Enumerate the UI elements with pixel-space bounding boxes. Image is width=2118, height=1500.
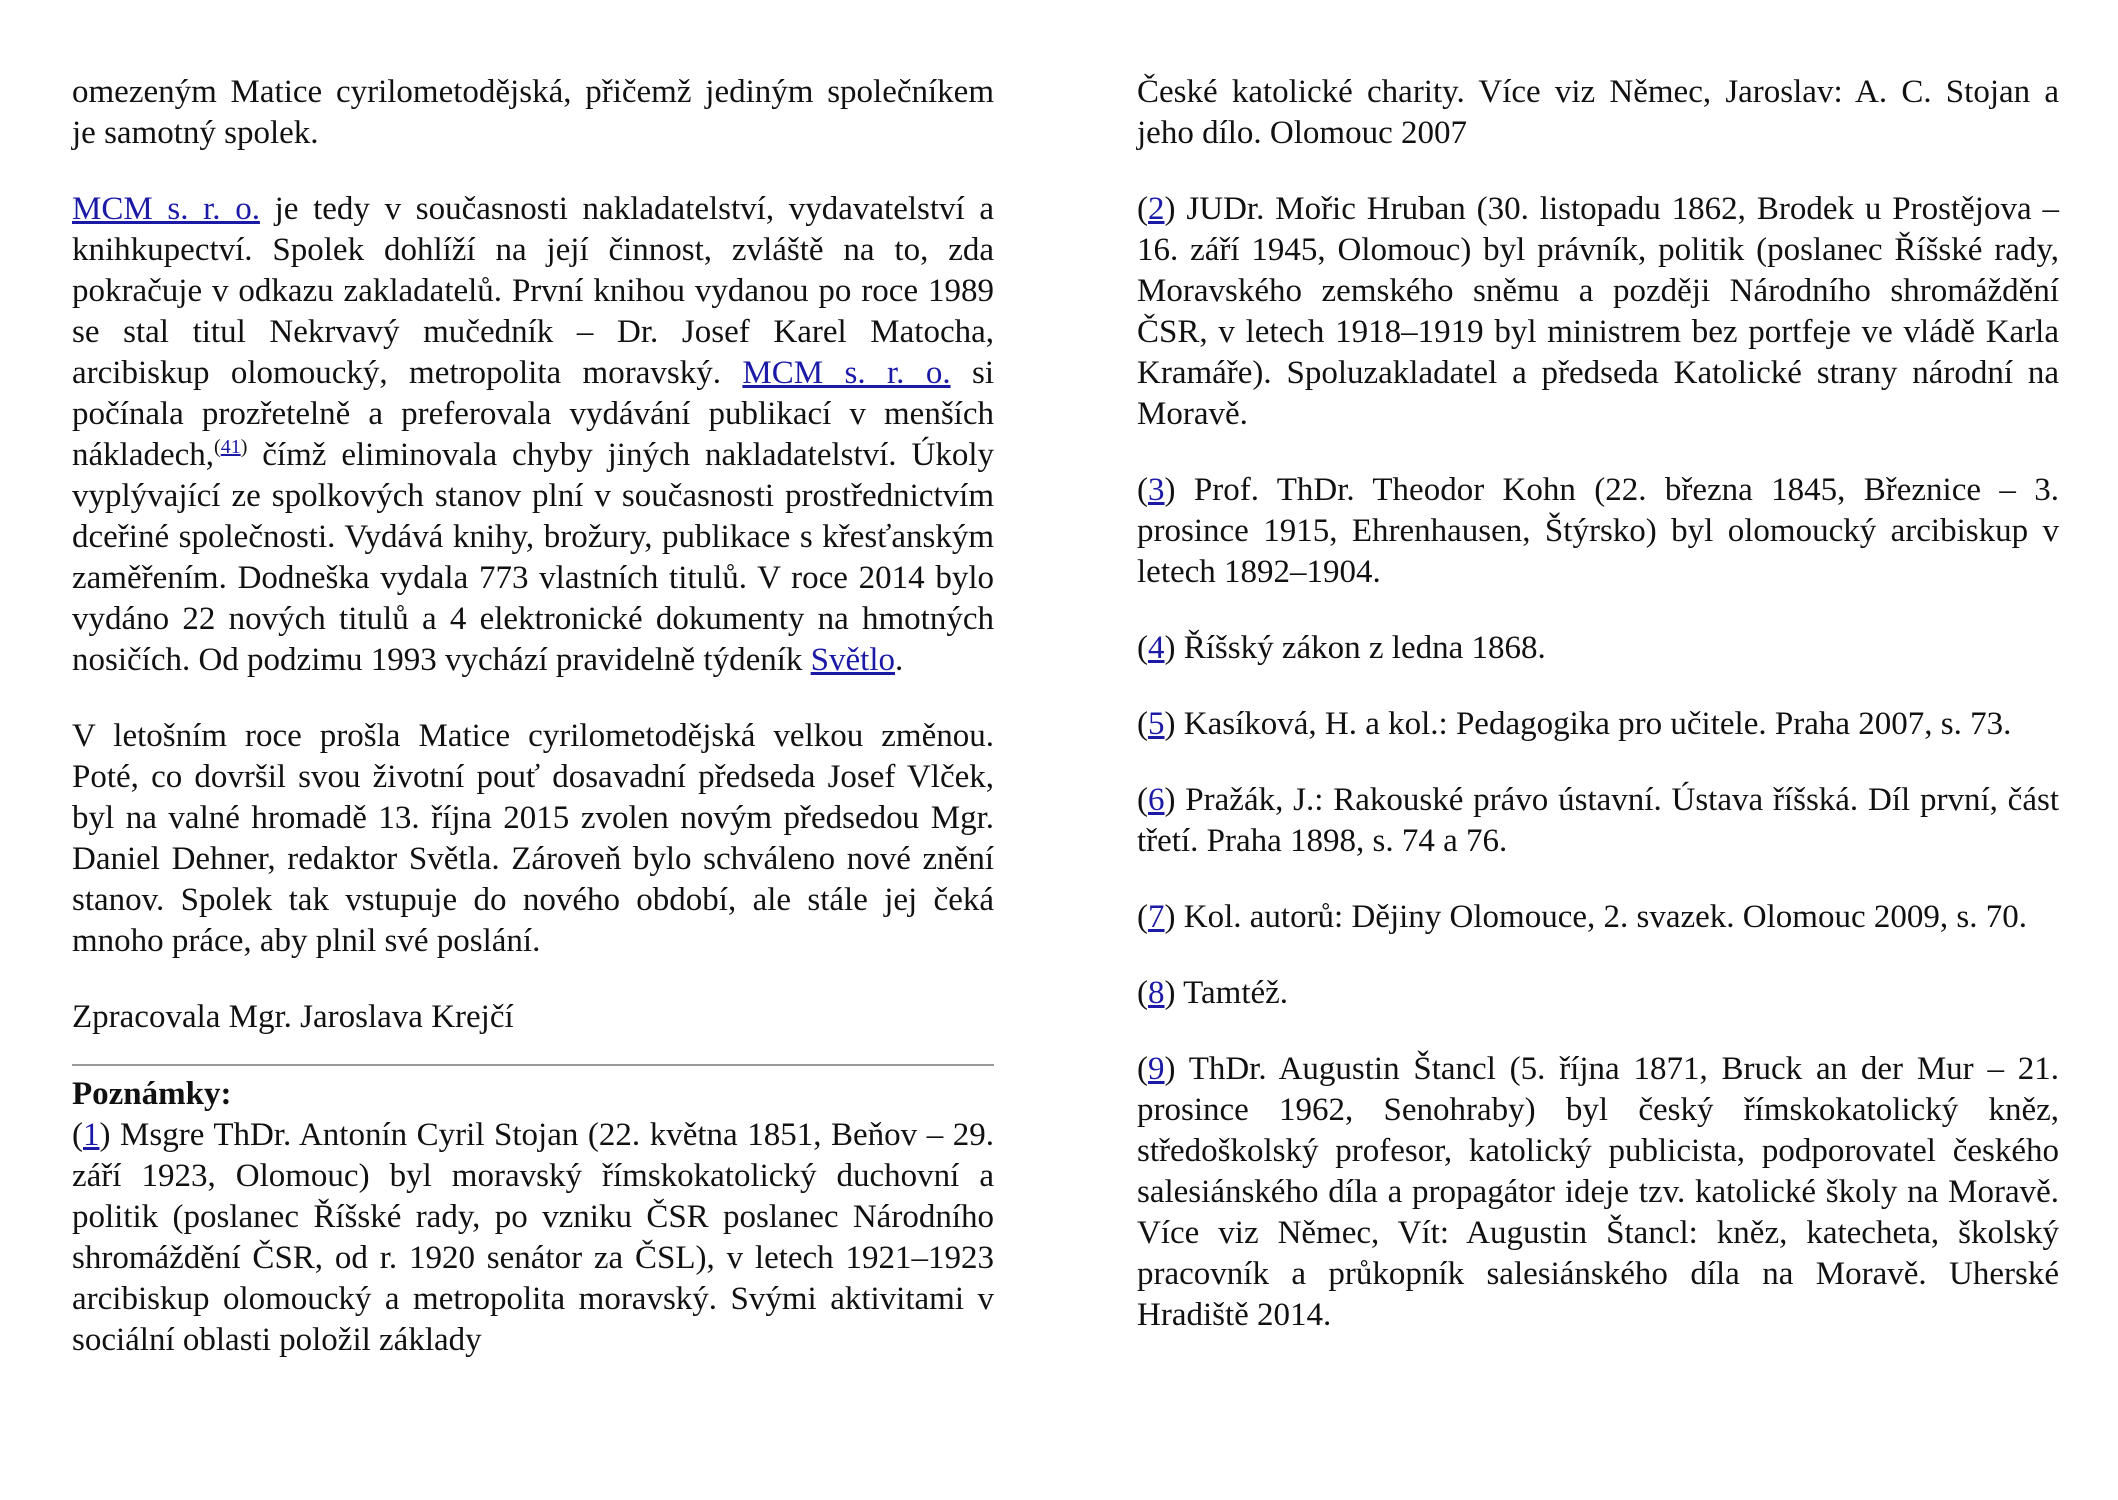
paragraph-mcm-publishing (72, 189, 994, 681)
paragraph-change-of-chairman: V letošním roce prošla Matice cyrilometodějská velkou změnou. Poté, co dovršil svou životní pouť dosavadní předseda Josef Vlček, byl na valné hromadě 13. října 2015 zvolen novým předsedou Mgr. Daniel Dehner, redaktor Světla. Zároveň bylo schváleno nové znění stanov. Spolek tak vstupuje do nového období, ale stále jej čeká mnoho práce, aby plnil své poslání. (72, 718, 994, 959)
footnote-text: Kasíková, H. a kol.: Pedagogika pro učitele. Praha 2007, s. 73. (1175, 706, 2012, 742)
footnote-ref-close: ) (240, 436, 248, 458)
footnote-4-link[interactable]: 4 (1148, 630, 1165, 666)
footnote-1-link[interactable]: 1 (83, 1117, 100, 1153)
footnote-9 (1137, 1049, 2059, 1336)
footnote-6-link[interactable]: 6 (1148, 782, 1165, 818)
footnote-reference (214, 436, 247, 458)
mcm-link[interactable]: MCM s. r. o. (72, 191, 260, 227)
footnote-close-paren: ) (1164, 630, 1176, 666)
footnote-text: Pražák, J.: Rakouské právo ústavní. Ústava říšská. Díl první, část třetí. Praha 1898, s. 74 a 76. (1137, 782, 2059, 859)
footnote-6 (1137, 780, 2059, 862)
footnote-text: Prof. ThDr. Theodor Kohn (22. března 1845, Březnice – 3. prosince 1915, Ehrenhausen, Štýrsko) byl olomoucký arcibiskup v letech 1892–1904. (1137, 472, 2059, 590)
footnote-text: JUDr. Mořic Hruban (30. listopadu 1862, Brodek u Prostějova – 16. září 1945, Olomouc) byl právník, politik (poslanec Říšské rady, Moravského zemského sněmu a později Národního shromáždění ČSR, v letech 1918–1919 byl ministrem bez portfeje ve vládě Karla Kramáře). Spoluzakladatel a předseda Katolické strany národní na Moravě. (1137, 191, 2059, 432)
footnote-41-link[interactable]: 41 (220, 436, 241, 458)
footnote-close-paren: ) (1164, 191, 1176, 227)
footnote-text: Kol. autorů: Dějiny Olomouce, 2. svazek. Olomouc 2009, s. 70. (1175, 899, 2027, 935)
footnote-1-continuation: České katolické charity. Více viz Němec, Jaroslav: A. C. Stojan a jeho dílo. Olomouc 2007 (1137, 74, 2059, 151)
footnote-text: ThDr. Augustin Štancl (5. října 1871, Bruck an der Mur – 21. prosince 1962, Senohraby) byl český římskokatolický kněz, středoškolský profesor, katolický publicista, podporovatel českého salesiánského díla a propagátor ideje tzv. katolické školy na Moravě. Více viz Němec, Vít: Augustin Štancl: kněz, katecheta, školský pracovník a průkopník salesiánského díla na Moravě. Uherské Hradiště 2014. (1137, 1051, 2059, 1333)
footnote-7-link[interactable]: 7 (1148, 899, 1165, 935)
footnote-ref-open: ( (214, 436, 221, 458)
left-column (72, 72, 994, 1361)
footnote-open-paren: ( (1137, 975, 1148, 1011)
footnote-text: Msgre ThDr. Antonín Cyril Stojan (22. května 1851, Beňov – 29. září 1923, Olomouc) byl moravský římskokatolický duchovní a politik (poslanec Říšské rady, po vzniku ČSR poslanec Národního shromáždění ČSR, od r. 1920 senátor za ČSL), v letech 1921–1923 arcibiskup olomoucký a metropolita moravský. Svými aktivitami v sociální oblasti položil základy (72, 1117, 994, 1358)
footnote-close-paren: ) (1164, 975, 1176, 1011)
footnote-open-paren: ( (1137, 1051, 1148, 1087)
footnote-4 (1137, 628, 2059, 669)
footnote-5-link[interactable]: 5 (1148, 706, 1165, 742)
footnote-8 (1137, 973, 2059, 1014)
paragraph-company-intro: omezeným Matice cyrilometodějská, přičemž jediným společníkem je samotný spolek. (72, 74, 994, 151)
paragraph-text: . (895, 642, 904, 678)
footnote-8-link[interactable]: 8 (1148, 975, 1165, 1011)
footnote-close-paren: ) (1164, 1051, 1176, 1087)
footnote-open-paren: ( (1137, 472, 1148, 508)
footnote-text: Tamtéž. (1175, 975, 1289, 1011)
footnote-open-paren: ( (1137, 191, 1148, 227)
footnote-1 (72, 1115, 994, 1361)
notes-heading: Poznámky: (72, 1076, 232, 1112)
footnote-open-paren: ( (72, 1117, 83, 1153)
footnote-close-paren: ) (99, 1117, 111, 1153)
footnote-open-paren: ( (1137, 782, 1148, 818)
footnote-close-paren: ) (1164, 472, 1176, 508)
footnote-open-paren: ( (1137, 706, 1148, 742)
notes-divider (72, 1064, 994, 1066)
footnote-9-link[interactable]: 9 (1148, 1051, 1165, 1087)
footnote-7 (1137, 897, 2059, 938)
paragraph-text: čímž eliminovala chyby jiných nakladatelství. Úkoly vyplývající ze spolkových stanov plní v současnosti prostřednictvím dceřiné společnosti. Vydává knihy, brožury, publikace s křesťanským zaměřením. Dodneška vydala 773 vlastních titulů. V roce 2014 bylo vydáno 22 nových titulů a 4 elektronické dokumenty na hmotných nosičích. Od podzimu 1993 vychází pravidelně týdeník (72, 437, 994, 678)
mcm-link[interactable]: MCM s. r. o. (742, 355, 951, 391)
footnote-3-link[interactable]: 3 (1148, 472, 1165, 508)
author-credit: Zpracovala Mgr. Jaroslava Krejčí (72, 999, 514, 1035)
paragraph-text: je tedy v současnosti nakladatelství, vydavatelství a knihkupectví. Spolek dohlíží na její činnost, zvláště na to, zda pokračuje v odkazu zakladatelů. První knihou vydanou po roce 1989 se stal titul Nekrvavý mučedník – Dr. Josef Karel Matocha, arcibiskup olomoucký, metropolita moravský. (72, 191, 994, 391)
right-column (1137, 72, 2059, 1336)
footnote-open-paren: ( (1137, 630, 1148, 666)
footnote-close-paren: ) (1164, 782, 1176, 818)
paragraph-text: si počínala prozřetelně a preferovala vydávání publikací v menších nákladech, (72, 355, 995, 473)
footnote-2-link[interactable]: 2 (1148, 191, 1165, 227)
footnote-close-paren: ) (1164, 899, 1176, 935)
footnote-3 (1137, 470, 2059, 593)
footnote-open-paren: ( (1137, 899, 1148, 935)
footnote-2 (1137, 189, 2059, 435)
footnote-5 (1137, 704, 2059, 745)
footnote-close-paren: ) (1164, 706, 1176, 742)
svetlo-link[interactable]: Světlo (810, 642, 895, 678)
footnote-text: Říšský zákon z ledna 1868. (1175, 630, 1546, 666)
